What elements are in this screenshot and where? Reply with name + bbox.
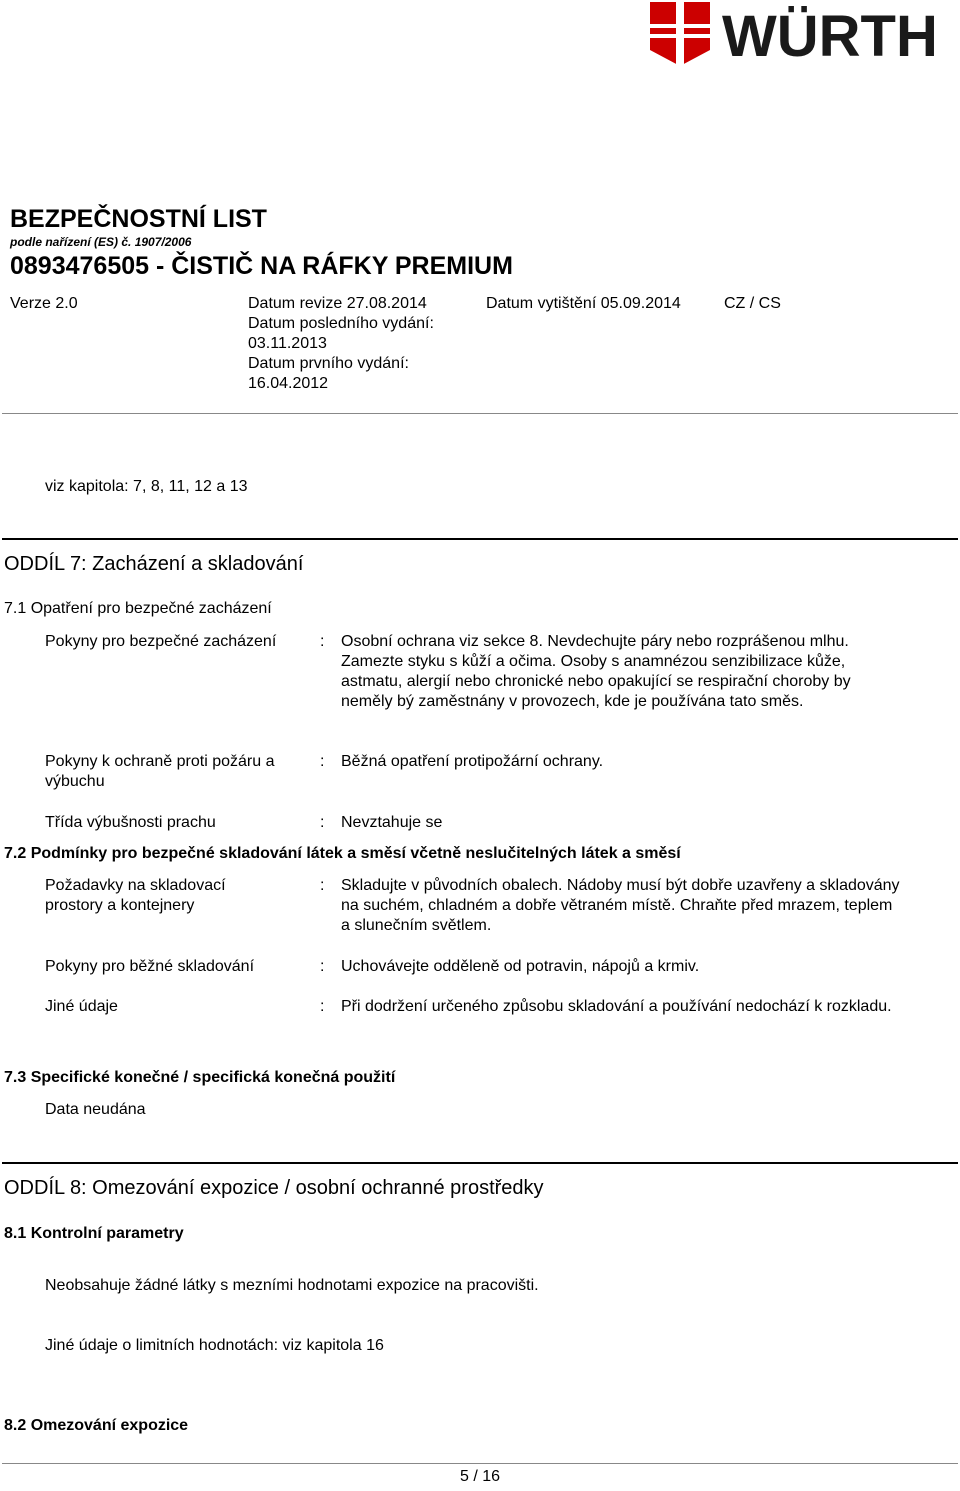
row-colon: : xyxy=(320,633,325,650)
section-8-title: ODDÍL 8: Omezování expozice / osobní ochranné prostředky xyxy=(4,1177,544,1199)
logo-text: WÜRTH xyxy=(722,4,938,69)
no-limits-text: Neobsahuje žádné látky s mezními hodnotami expozice na pracovišti. xyxy=(45,1277,539,1294)
section-divider xyxy=(2,538,958,540)
row-value: Běžná opatření protipožární ochrany. xyxy=(341,753,604,770)
revision-date: Datum revize 27.08.2014 xyxy=(248,295,427,312)
row-value: Uchovávejte odděleně od potravin, nápojů a krmiv. xyxy=(341,958,700,975)
version: Verze 2.0 xyxy=(10,295,78,312)
row-colon: : xyxy=(320,877,325,894)
product-title: 0893476505 - ČISTIČ NA RÁFKY PREMIUM xyxy=(10,252,513,280)
row-colon: : xyxy=(320,958,325,975)
row-label: Pokyny pro bezpečné zacházení xyxy=(45,633,277,650)
row-colon: : xyxy=(320,753,325,770)
subsection-8-1-title: 8.1 Kontrolní parametry xyxy=(4,1225,184,1242)
row-label: Pokyny pro běžné skladování xyxy=(45,958,255,975)
document-title: BEZPEČNOSTNÍ LIST xyxy=(10,205,267,233)
first-issue-label: Datum prvního vydání: xyxy=(248,355,409,372)
first-issue-date: 16.04.2012 xyxy=(248,375,329,392)
subsection-8-2-title: 8.2 Omezování expozice xyxy=(4,1417,189,1434)
section-divider xyxy=(2,1162,958,1164)
document-subtitle: podle nařízení (ES) č. 1907/2006 xyxy=(10,235,192,249)
row-label: Požadavky na skladovací prostory a kontejnery xyxy=(45,877,226,914)
row-label: Pokyny k ochraně proti požáru a výbuchu xyxy=(45,753,275,790)
row-value: Při dodržení určeného způsobu skladování a používání nedochází k rozkladu. xyxy=(341,998,892,1015)
row-value: Nevztahuje se xyxy=(341,814,443,831)
footer-divider xyxy=(2,1463,958,1464)
last-issue-label: Datum posledního vydání: xyxy=(248,315,434,332)
print-date: Datum vytištění 05.09.2014 xyxy=(486,295,681,312)
row-value: Skladujte v původních obalech. Nádoby musí být dobře uzavřeny a skladovány na suchém, chladném a dobře větraném místě. Chraňte před mrazem, teplem a slunečním světlem. xyxy=(341,877,900,934)
wurth-logo-graphic xyxy=(648,0,960,70)
row-value: Osobní ochrana viz sekce 8. Nevdechujte páry nebo rozprášenou mlhu. Zamezte styku s kůží a očima. Osoby s anamnézou senzibilizace kůže, astmatu, alergií nebo chronické nebo opakující se respirační choroby by neměly bý zaměstnány v provozech, kde je používána tato směs. xyxy=(341,633,851,710)
row-label: Jiné údaje xyxy=(45,998,118,1015)
row-colon: : xyxy=(320,814,325,831)
row-colon: : xyxy=(320,998,325,1015)
subsection-7-1-title: 7.1 Opatření pro bezpečné zacházení xyxy=(4,600,272,617)
row-label: Třída výbušnosti prachu xyxy=(45,814,216,831)
subsection-7-3-title: 7.3 Specifické konečné / specifická konečná použití xyxy=(4,1069,396,1086)
other-limits-text: Jiné údaje o limitních hodnotách: viz kapitola 16 xyxy=(45,1337,384,1354)
wurth-logo xyxy=(648,0,960,70)
no-data-text: Data neudána xyxy=(45,1101,146,1118)
header-divider xyxy=(2,413,958,414)
section-7-title: ODDÍL 7: Zacházení a skladování xyxy=(4,553,304,575)
last-issue-date: 03.11.2013 xyxy=(248,335,327,352)
page-number: 5 / 16 xyxy=(459,1468,501,1485)
subsection-7-2-title: 7.2 Podmínky pro bezpečné skladování látek a směsí včetně neslučitelných látek a směsí xyxy=(4,845,681,862)
chapter-reference: viz kapitola: 7, 8, 11, 12 a 13 xyxy=(45,478,248,495)
language-code: CZ / CS xyxy=(724,295,781,312)
